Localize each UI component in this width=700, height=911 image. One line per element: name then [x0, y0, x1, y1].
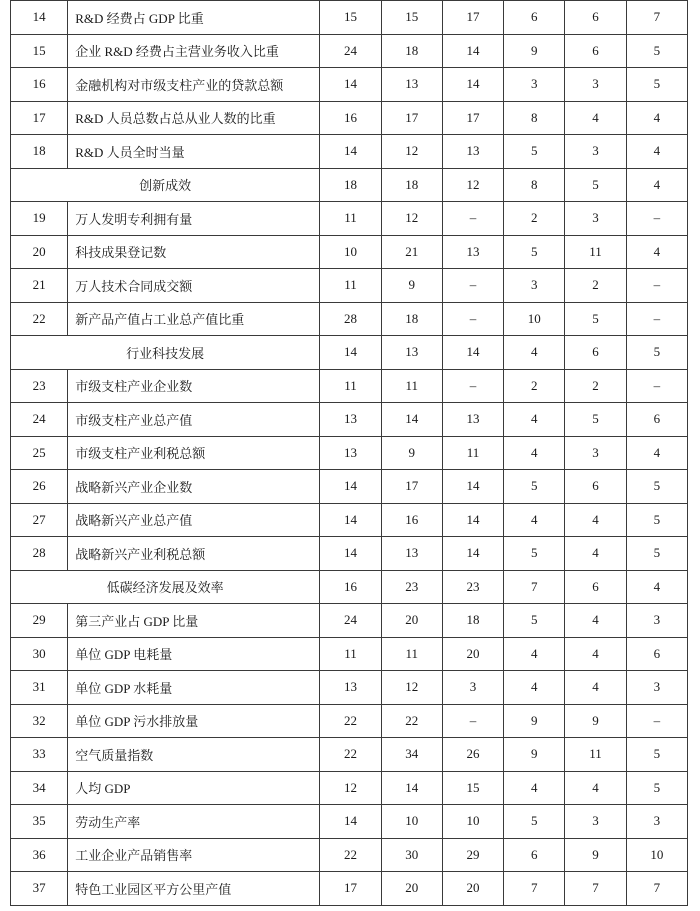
value-cell-1: 22: [320, 704, 381, 738]
table-row: [11, 503, 688, 537]
value-cell-5: 4: [565, 771, 626, 805]
value-cell-3: 14: [442, 336, 503, 370]
value-cell-1: 28: [320, 302, 381, 336]
table-row: [11, 805, 688, 839]
value-cell-3: 18: [442, 604, 503, 638]
value-cell-6: 7: [626, 1, 687, 35]
value-cell-3: 13: [442, 403, 503, 437]
value-cell-5: 2: [565, 369, 626, 403]
value-cell-3: –: [442, 302, 503, 336]
table-row: [11, 537, 688, 571]
indicator-name: 特色工业园区平方公里产值: [68, 872, 320, 906]
value-cell-6: 5: [626, 503, 687, 537]
value-cell-5: 9: [565, 838, 626, 872]
value-cell-2: 12: [381, 202, 442, 236]
table-body: [11, 1, 688, 906]
value-cell-2: 18: [381, 168, 442, 202]
value-cell-1: 18: [320, 168, 381, 202]
value-cell-1: 24: [320, 604, 381, 638]
value-cell-2: 11: [381, 369, 442, 403]
value-cell-5: 6: [565, 336, 626, 370]
value-cell-1: 13: [320, 436, 381, 470]
value-cell-4: 9: [504, 738, 565, 772]
row-number: 36: [11, 838, 68, 872]
value-cell-4: 5: [504, 470, 565, 504]
row-number: 32: [11, 704, 68, 738]
value-cell-2: 15: [381, 1, 442, 35]
indicator-name: 科技成果登记数: [68, 235, 320, 269]
value-cell-4: 4: [504, 403, 565, 437]
value-cell-1: 16: [320, 101, 381, 135]
value-cell-4: 10: [504, 302, 565, 336]
value-cell-5: 3: [565, 68, 626, 102]
table-row: [11, 101, 688, 135]
table-row: [11, 872, 688, 906]
value-cell-4: 6: [504, 838, 565, 872]
value-cell-6: 5: [626, 537, 687, 571]
row-number: 28: [11, 537, 68, 571]
indicator-name: 第三产业占 GDP 比量: [68, 604, 320, 638]
value-cell-2: 12: [381, 671, 442, 705]
value-cell-4: 4: [504, 336, 565, 370]
value-cell-6: 4: [626, 235, 687, 269]
indicator-name: 万人技术合同成交额: [68, 269, 320, 303]
value-cell-6: –: [626, 269, 687, 303]
value-cell-1: 11: [320, 269, 381, 303]
value-cell-4: 9: [504, 34, 565, 68]
indicator-name: 市级支柱产业总产值: [68, 403, 320, 437]
row-number: 20: [11, 235, 68, 269]
value-cell-4: 4: [504, 436, 565, 470]
value-cell-1: 11: [320, 202, 381, 236]
value-cell-3: –: [442, 369, 503, 403]
indicator-name: 单位 GDP 电耗量: [68, 637, 320, 671]
value-cell-2: 22: [381, 704, 442, 738]
indicator-name: 新产品产值占工业总产值比重: [68, 302, 320, 336]
table-row: [11, 269, 688, 303]
indicator-name: 市级支柱产业企业数: [68, 369, 320, 403]
row-number: 24: [11, 403, 68, 437]
value-cell-6: 4: [626, 101, 687, 135]
value-cell-1: 10: [320, 235, 381, 269]
value-cell-1: 16: [320, 570, 381, 604]
value-cell-6: 4: [626, 570, 687, 604]
row-number: 31: [11, 671, 68, 705]
section-title: 低碳经济发展及效率: [11, 570, 320, 604]
indicator-name: 战略新兴产业总产值: [68, 503, 320, 537]
value-cell-3: 13: [442, 235, 503, 269]
value-cell-5: 9: [565, 704, 626, 738]
value-cell-3: 29: [442, 838, 503, 872]
value-cell-6: –: [626, 202, 687, 236]
value-cell-3: –: [442, 704, 503, 738]
table-row: [11, 604, 688, 638]
value-cell-3: 17: [442, 1, 503, 35]
value-cell-1: 14: [320, 68, 381, 102]
value-cell-6: 3: [626, 805, 687, 839]
indicator-name: 市级支柱产业利税总额: [68, 436, 320, 470]
table-row: [11, 838, 688, 872]
table-row: [11, 704, 688, 738]
value-cell-1: 14: [320, 805, 381, 839]
value-cell-6: 5: [626, 470, 687, 504]
value-cell-5: 4: [565, 503, 626, 537]
indicator-rank-table: [10, 0, 688, 906]
value-cell-2: 18: [381, 34, 442, 68]
value-cell-5: 3: [565, 135, 626, 169]
value-cell-3: 20: [442, 637, 503, 671]
indicator-name: 战略新兴产业利税总额: [68, 537, 320, 571]
table-row: [11, 671, 688, 705]
section-title: 行业科技发展: [11, 336, 320, 370]
value-cell-6: 5: [626, 738, 687, 772]
indicator-name: 万人发明专利拥有量: [68, 202, 320, 236]
value-cell-5: 6: [565, 1, 626, 35]
table-row: [11, 68, 688, 102]
value-cell-4: 2: [504, 369, 565, 403]
value-cell-1: 22: [320, 738, 381, 772]
value-cell-3: 14: [442, 68, 503, 102]
value-cell-2: 17: [381, 101, 442, 135]
value-cell-1: 17: [320, 872, 381, 906]
value-cell-5: 4: [565, 604, 626, 638]
value-cell-5: 6: [565, 470, 626, 504]
value-cell-5: 5: [565, 302, 626, 336]
value-cell-6: 7: [626, 872, 687, 906]
row-number: 35: [11, 805, 68, 839]
table-row: [11, 302, 688, 336]
table-row: [11, 34, 688, 68]
value-cell-5: 4: [565, 671, 626, 705]
indicator-name: R&D 人员总数占总从业人数的比重: [68, 101, 320, 135]
value-cell-1: 24: [320, 34, 381, 68]
value-cell-4: 5: [504, 135, 565, 169]
value-cell-2: 9: [381, 269, 442, 303]
indicator-name: R&D 人员全时当量: [68, 135, 320, 169]
value-cell-2: 18: [381, 302, 442, 336]
value-cell-6: –: [626, 704, 687, 738]
value-cell-6: 6: [626, 637, 687, 671]
value-cell-1: 14: [320, 503, 381, 537]
value-cell-5: 5: [565, 168, 626, 202]
value-cell-5: 2: [565, 269, 626, 303]
value-cell-5: 5: [565, 403, 626, 437]
value-cell-3: 14: [442, 470, 503, 504]
row-number: 19: [11, 202, 68, 236]
value-cell-3: 15: [442, 771, 503, 805]
value-cell-2: 17: [381, 470, 442, 504]
value-cell-2: 21: [381, 235, 442, 269]
value-cell-3: 20: [442, 872, 503, 906]
value-cell-4: 8: [504, 101, 565, 135]
value-cell-3: 3: [442, 671, 503, 705]
value-cell-5: 6: [565, 34, 626, 68]
value-cell-4: 4: [504, 771, 565, 805]
value-cell-2: 30: [381, 838, 442, 872]
table-row: [11, 470, 688, 504]
table-row: [11, 637, 688, 671]
value-cell-5: 6: [565, 570, 626, 604]
row-number: 25: [11, 436, 68, 470]
value-cell-2: 20: [381, 872, 442, 906]
row-number: 29: [11, 604, 68, 638]
row-number: 22: [11, 302, 68, 336]
value-cell-3: 11: [442, 436, 503, 470]
value-cell-1: 13: [320, 403, 381, 437]
table-row: [11, 1, 688, 35]
indicator-name: 企业 R&D 经费占主营业务收入比重: [68, 34, 320, 68]
value-cell-2: 16: [381, 503, 442, 537]
row-number: 14: [11, 1, 68, 35]
value-cell-2: 13: [381, 537, 442, 571]
value-cell-6: –: [626, 302, 687, 336]
row-number: 21: [11, 269, 68, 303]
table-row: [11, 771, 688, 805]
indicator-name: 工业企业产品销售率: [68, 838, 320, 872]
value-cell-3: 14: [442, 34, 503, 68]
table-row: [11, 403, 688, 437]
indicator-name: 劳动生产率: [68, 805, 320, 839]
value-cell-1: 14: [320, 470, 381, 504]
indicator-name: 单位 GDP 污水排放量: [68, 704, 320, 738]
value-cell-3: 10: [442, 805, 503, 839]
value-cell-2: 9: [381, 436, 442, 470]
value-cell-4: 4: [504, 503, 565, 537]
value-cell-1: 14: [320, 135, 381, 169]
table-row: [11, 369, 688, 403]
value-cell-6: 3: [626, 604, 687, 638]
value-cell-2: 23: [381, 570, 442, 604]
indicator-name: 单位 GDP 水耗量: [68, 671, 320, 705]
value-cell-2: 20: [381, 604, 442, 638]
value-cell-4: 5: [504, 537, 565, 571]
value-cell-4: 5: [504, 604, 565, 638]
value-cell-4: 3: [504, 269, 565, 303]
value-cell-4: 5: [504, 805, 565, 839]
value-cell-3: –: [442, 202, 503, 236]
table-row: [11, 135, 688, 169]
value-cell-3: 23: [442, 570, 503, 604]
value-cell-4: 4: [504, 637, 565, 671]
value-cell-1: 12: [320, 771, 381, 805]
value-cell-1: 14: [320, 537, 381, 571]
value-cell-6: 10: [626, 838, 687, 872]
row-number: 15: [11, 34, 68, 68]
value-cell-1: 13: [320, 671, 381, 705]
row-number: 33: [11, 738, 68, 772]
value-cell-4: 2: [504, 202, 565, 236]
indicator-name: 战略新兴产业企业数: [68, 470, 320, 504]
row-number: 23: [11, 369, 68, 403]
value-cell-5: 3: [565, 805, 626, 839]
value-cell-5: 4: [565, 537, 626, 571]
value-cell-3: 14: [442, 537, 503, 571]
value-cell-4: 9: [504, 704, 565, 738]
section-row: [11, 570, 688, 604]
value-cell-1: 14: [320, 336, 381, 370]
value-cell-2: 14: [381, 403, 442, 437]
row-number: 30: [11, 637, 68, 671]
value-cell-5: 7: [565, 872, 626, 906]
row-number: 16: [11, 68, 68, 102]
value-cell-6: 4: [626, 135, 687, 169]
value-cell-1: 22: [320, 838, 381, 872]
value-cell-6: 4: [626, 436, 687, 470]
table-row: [11, 202, 688, 236]
value-cell-3: 26: [442, 738, 503, 772]
value-cell-6: 5: [626, 68, 687, 102]
value-cell-2: 10: [381, 805, 442, 839]
row-number: 27: [11, 503, 68, 537]
value-cell-4: 8: [504, 168, 565, 202]
row-number: 26: [11, 470, 68, 504]
indicator-name: 人均 GDP: [68, 771, 320, 805]
value-cell-6: 6: [626, 403, 687, 437]
value-cell-6: 4: [626, 168, 687, 202]
value-cell-3: 13: [442, 135, 503, 169]
value-cell-2: 13: [381, 68, 442, 102]
value-cell-4: 3: [504, 68, 565, 102]
table-row: [11, 436, 688, 470]
indicator-name: 金融机构对市级支柱产业的贷款总额: [68, 68, 320, 102]
value-cell-2: 11: [381, 637, 442, 671]
value-cell-5: 3: [565, 436, 626, 470]
value-cell-3: 14: [442, 503, 503, 537]
value-cell-4: 4: [504, 671, 565, 705]
value-cell-5: 3: [565, 202, 626, 236]
value-cell-5: 11: [565, 235, 626, 269]
value-cell-3: 12: [442, 168, 503, 202]
section-row: [11, 336, 688, 370]
table-row: [11, 235, 688, 269]
value-cell-6: –: [626, 369, 687, 403]
value-cell-5: 4: [565, 637, 626, 671]
section-title: 创新成效: [11, 168, 320, 202]
value-cell-1: 11: [320, 637, 381, 671]
indicator-name: R&D 经费占 GDP 比重: [68, 1, 320, 35]
value-cell-2: 34: [381, 738, 442, 772]
value-cell-4: 7: [504, 570, 565, 604]
row-number: 18: [11, 135, 68, 169]
value-cell-2: 14: [381, 771, 442, 805]
value-cell-5: 11: [565, 738, 626, 772]
value-cell-5: 4: [565, 101, 626, 135]
row-number: 34: [11, 771, 68, 805]
value-cell-1: 11: [320, 369, 381, 403]
table-row: [11, 738, 688, 772]
value-cell-4: 5: [504, 235, 565, 269]
section-row: [11, 168, 688, 202]
value-cell-6: 3: [626, 671, 687, 705]
value-cell-4: 7: [504, 872, 565, 906]
value-cell-2: 13: [381, 336, 442, 370]
value-cell-3: –: [442, 269, 503, 303]
value-cell-4: 6: [504, 1, 565, 35]
indicator-name: 空气质量指数: [68, 738, 320, 772]
value-cell-6: 5: [626, 771, 687, 805]
value-cell-6: 5: [626, 34, 687, 68]
row-number: 37: [11, 872, 68, 906]
value-cell-3: 17: [442, 101, 503, 135]
value-cell-2: 12: [381, 135, 442, 169]
value-cell-1: 15: [320, 1, 381, 35]
row-number: 17: [11, 101, 68, 135]
value-cell-6: 5: [626, 336, 687, 370]
